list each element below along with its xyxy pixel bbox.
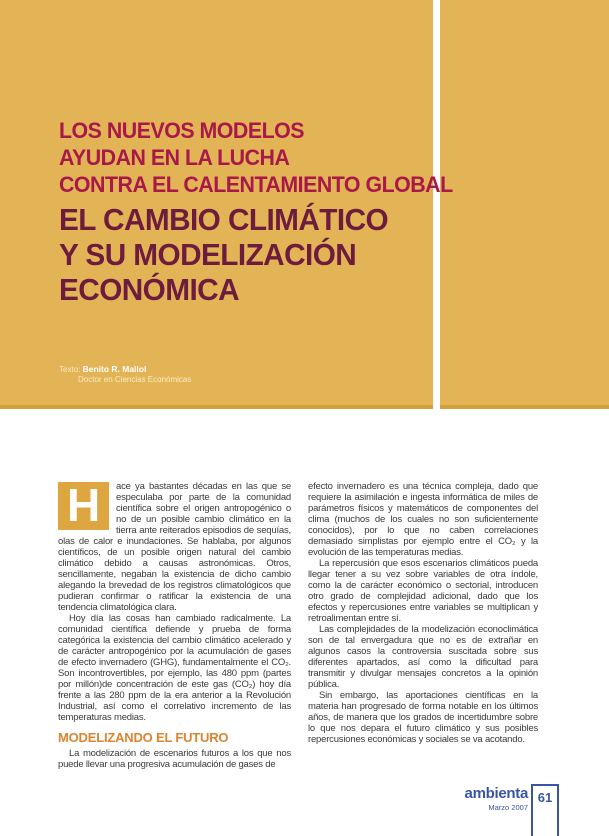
dropcap-letter: H xyxy=(58,482,109,530)
byline-author: Benito R. Mallol xyxy=(82,364,147,374)
left-column xyxy=(58,481,291,770)
article-title xyxy=(59,202,388,307)
paragraph-1 xyxy=(58,481,291,613)
page-number-box xyxy=(531,784,559,836)
paragraph-7: Sin embargo, las aportaciones científicas en la materia han progresado de forma notable en los últimos años, de manera que los grados de incertidumbre sobre lo que nos depara el futuro climático y sus posibles repercusiones económicas y sociales se va acotando. xyxy=(308,690,538,745)
kicker-title xyxy=(59,117,453,198)
header-color-strip-right xyxy=(440,0,609,409)
paragraph-1-text: ace ya bastantes décadas en las que se especulaba por parte de la comunidad científica sobre el origen antropogénico o no de un posible cambio climático en la tierra ante reiterados episodios de sequías, olas de calor e inundaciones. Se hablaba, por algunos científicos, de un posible origen natural del cambio climático debido a causas astronómicas. Otros, sencillamente, negaban la existencia de dicho cambio alegando la brevedad de los registros climatológicos que pudieran confirmar o ratificar la existencia de una tendencia climatológica clara. xyxy=(58,481,291,613)
title-line: Y SU MODELIZACIÓN xyxy=(59,237,357,272)
article-body xyxy=(58,481,538,770)
issue-date: Marzo 2007 xyxy=(488,803,528,812)
byline-role: Doctor en Ciencias Económicas xyxy=(78,375,192,384)
kicker-line: AYUDAN EN LA LUCHA xyxy=(59,145,290,170)
paragraph-6: Las complejidades de la modelización econoclimática son de tal envergadura que no es de extrañar en algunos casos la controversia suscitada sobre sus diferentes apartados, así como la dificultad para transmitir y divulgar mensajes concretos a la opinión pública. xyxy=(308,624,538,690)
title-line: EL CAMBIO CLIMÁTICO xyxy=(59,202,389,237)
paragraph-2: Hoy día las cosas han cambiado radicalmente. La comunidad científica defiende y prueba de forma categórica la existencia del cambio climático acelerado y de carácter antropogénico por la acumulación de gases de efecto invernadero (GHG), fundamentalmente el CO₂. Son incontrovertibles, por ejemplo, las 480 ppm (partes por millón)de concentración de este gas (CO₂) hoy día frente a las 280 ppm de la era anterior a la Revolución Industrial, así como el correlativo incremento de las temperaturas medias. xyxy=(58,613,291,723)
title-line: ECONÓMICA xyxy=(59,272,239,307)
kicker-line: CONTRA EL CALENTAMIENTO GLOBAL xyxy=(59,172,453,197)
paragraph-5: La repercusión que esos escenarios climáticos pueda llegar tener a su vez sobre variables de otra índole, como la de carácter económico o sectorial, introducen otro grado de complejidad adicional, dado que los efectos y repercusiones entre variables se multiplican y retroalimentan entre sí. xyxy=(308,558,538,624)
paragraph-3: La modelización de escenarios futuros a los que nos puede llevar una progresiva acumulación de gases de xyxy=(58,748,291,770)
section-heading: MODELIZANDO EL FUTURO xyxy=(58,730,229,745)
paragraph-4: efecto invernadero es una técnica compleja, dado que requiere la asimilación e ingesta informática de miles de parámetros físicos y matemáticos de componentes del clima (muchos de los cuales no son suficientemente conocidos), por lo que no caben correlaciones demasiado simplistas por ejemplo entre el CO₂ y la evolución de las temperaturas medias. xyxy=(308,481,538,558)
byline-label: Texto: xyxy=(59,365,83,374)
page-number: 61 xyxy=(537,790,553,805)
kicker-line: LOS NUEVOS MODELOS xyxy=(59,118,305,143)
right-column xyxy=(308,481,538,770)
byline xyxy=(59,364,191,385)
magazine-name: ambienta xyxy=(464,785,528,802)
